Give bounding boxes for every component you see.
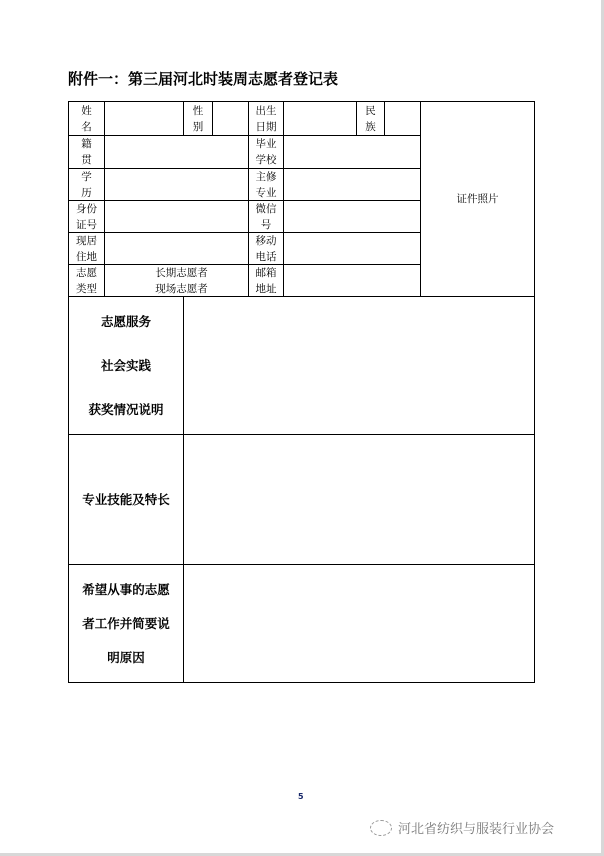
label-wechat: 微信 号	[248, 200, 284, 233]
name-field[interactable]	[104, 101, 184, 136]
hope-field[interactable]	[183, 564, 535, 683]
label-native: 籍 贯	[68, 135, 105, 169]
skills-field[interactable]	[183, 434, 535, 565]
type-options[interactable]: 长期志愿者 现场志愿者	[104, 264, 249, 297]
label-type: 志愿 类型	[68, 264, 105, 297]
wechat-icon	[370, 820, 392, 836]
ethnic-field[interactable]	[384, 101, 421, 136]
label-id: 身份 证号	[68, 200, 105, 233]
address-field[interactable]	[104, 232, 249, 265]
wechat-field[interactable]	[283, 200, 421, 233]
label-ethnic: 民 族	[356, 101, 385, 136]
label-gender: 性 别	[183, 101, 213, 136]
photo-cell: 证件照片	[420, 101, 535, 297]
native-field[interactable]	[104, 135, 249, 169]
birth-field[interactable]	[283, 101, 357, 136]
experience-field[interactable]	[183, 296, 535, 435]
watermark	[370, 818, 554, 837]
label-mobile: 移动 电话	[248, 232, 284, 265]
watermark-text: 河北省纺织与服装行业协会	[398, 822, 555, 837]
label-education: 学 历	[68, 168, 105, 201]
label-skills: 专业技能及特长	[68, 434, 184, 565]
mobile-field[interactable]	[283, 232, 421, 265]
label-hope: 希望从事的志愿 者工作并简要说 明原因	[68, 564, 184, 683]
label-experience: 志愿服务 社会实践 获奖情况说明	[68, 296, 184, 435]
label-name: 姓 名	[68, 101, 105, 136]
form-title: 附件一：第三届河北时装周志愿者登记表	[68, 70, 339, 88]
page-number: 5	[298, 792, 304, 801]
email-field[interactable]	[283, 264, 421, 297]
school-field[interactable]	[283, 135, 421, 169]
label-address: 现居 住地	[68, 232, 105, 265]
label-school: 毕业 学校	[248, 135, 284, 169]
label-birth: 出生 日期	[248, 101, 284, 136]
id-field[interactable]	[104, 200, 249, 233]
gender-field[interactable]	[212, 101, 249, 136]
major-field[interactable]	[283, 168, 421, 201]
label-major: 主修 专业	[248, 168, 284, 201]
label-email: 邮箱 地址	[248, 264, 284, 297]
education-field[interactable]	[104, 168, 249, 201]
